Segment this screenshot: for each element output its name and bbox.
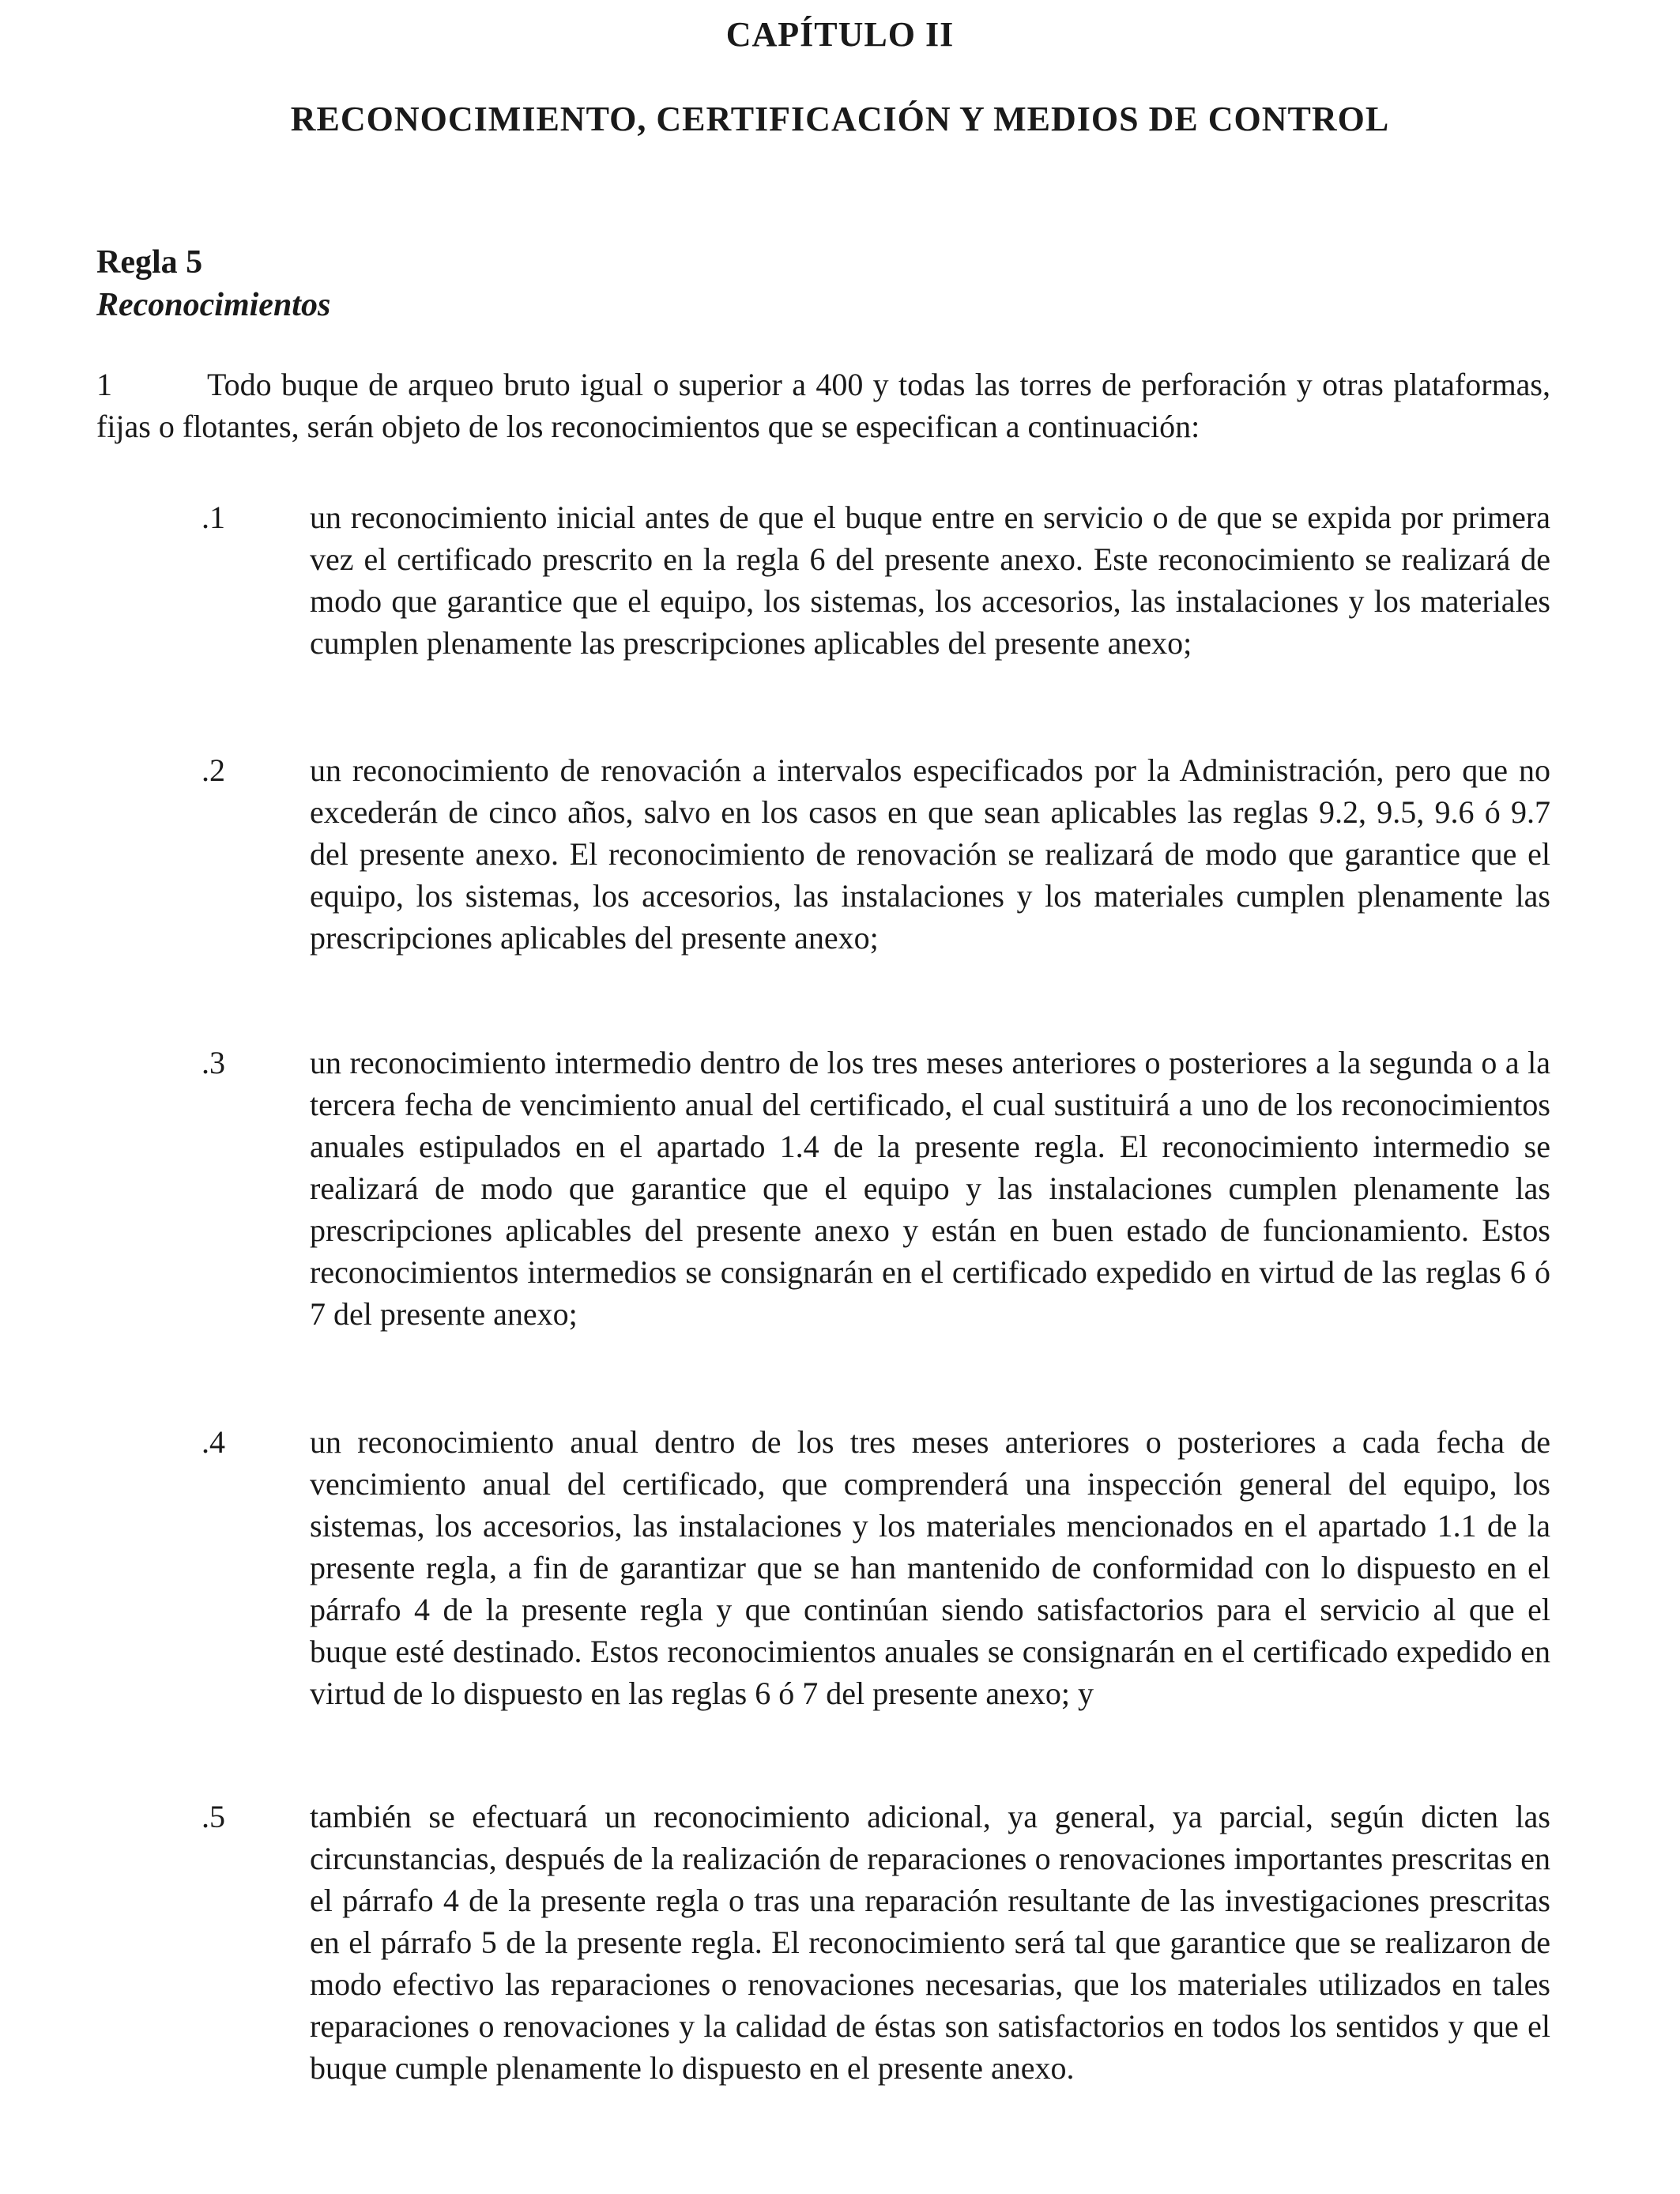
list-item-number: .2 <box>202 752 225 788</box>
list-item-text: también se efectuará un reconocimiento adicional, ya general, ya parcial, según dicten las circunstancias, después de la realización de reparaciones o renovaciones importantes prescritas en el párrafo 4 de la presente regla o tras una reparación resultante de las investigaciones prescritas en el párrafo 5 de la presente regla. El reconocimiento será tal que garantice que se realizaron de modo efectivo las reparaciones o renovaciones necesarias, que los materiales utilizados en tales reparaciones o renovaciones y la calidad de éstas son satisfactorios en todos los sentidos y que el buque cumple plenamente lo dispuesto en el presente anexo. <box>310 1799 1550 2086</box>
chapter-number: CAPÍTULO II <box>725 15 955 54</box>
list-item-text: un reconocimiento intermedio dentro de los tres meses anteriores o posteriores a la segunda o a la tercera fecha de vencimiento anual del certificado, el cual sustituirá a uno de los reconocimientos anuales estipulados en el apartado 1.4 de la presente regla. El reconocimiento intermedio se realizará de modo que garantice que el equipo y las instalaciones cumplen plenamente las prescripciones aplicables del presente anexo y están en buen estado de funcionamiento. Estos reconocimientos intermedios se consignarán en el certificado expedido en virtud de las reglas 6 ó 7 del presente anexo; <box>310 1045 1550 1332</box>
rule-subtitle: Reconocimientos <box>96 287 331 323</box>
intro-paragraph-number: 1 <box>96 367 112 402</box>
chapter-title: RECONOCIMIENTO, CERTIFICACIÓN Y MEDIOS DE CONTROL <box>290 100 1390 138</box>
intro-paragraph-text: Todo buque de arqueo bruto igual o superior a 400 y todas las torres de perforación y otras plataformas, fijas o flotantes, serán objeto de los reconocimientos que se especifican a continuación: <box>96 367 1550 444</box>
list-item-number: .4 <box>202 1424 225 1460</box>
list-item-text: un reconocimiento anual dentro de los tres meses anteriores o posteriores a cada fecha de vencimiento anual del certificado, que comprenderá una inspección general del equipo, los sistemas, los accesorios, las instalaciones y los materiales mencionados en el apartado 1.1 de la presente regla, a fin de garantizar que se han mantenido de conformidad con lo dispuesto en el párrafo 4 de la presente regla y que continúan siendo satisfactorios para el servicio al que el buque esté destinado. Estos reconocimientos anuales se consignarán en el certificado expedido en virtud de lo dispuesto en las reglas 6 ó 7 del presente anexo; y <box>310 1424 1550 1711</box>
list-item-number: .1 <box>202 499 225 535</box>
rule-heading: Regla 5 <box>96 244 203 281</box>
list-item-number: .3 <box>202 1045 225 1080</box>
list-item-number: .5 <box>202 1799 225 1834</box>
list-item-text: un reconocimiento de renovación a intervalos especificados por la Administración, pero que no excederán de cinco años, salvo en los casos en que sean aplicables las reglas 9.2, 9.5, 9.6 ó 9.7 del presente anexo. El reconocimiento de renovación se realizará de modo que garantice que el equipo, los sistemas, los accesorios, las instalaciones y los materiales cumplen plenamente las prescripciones aplicables del presente anexo; <box>310 752 1550 956</box>
list-item-text: un reconocimiento inicial antes de que el buque entre en servicio o de que se expida por primera vez el certificado prescrito en la regla 6 del presente anexo. Este reconocimiento se realizará de modo que garantice que el equipo, los sistemas, los accesorios, las instalaciones y los materiales cumplen plenamente las prescripciones aplicables del presente anexo; <box>310 499 1550 661</box>
